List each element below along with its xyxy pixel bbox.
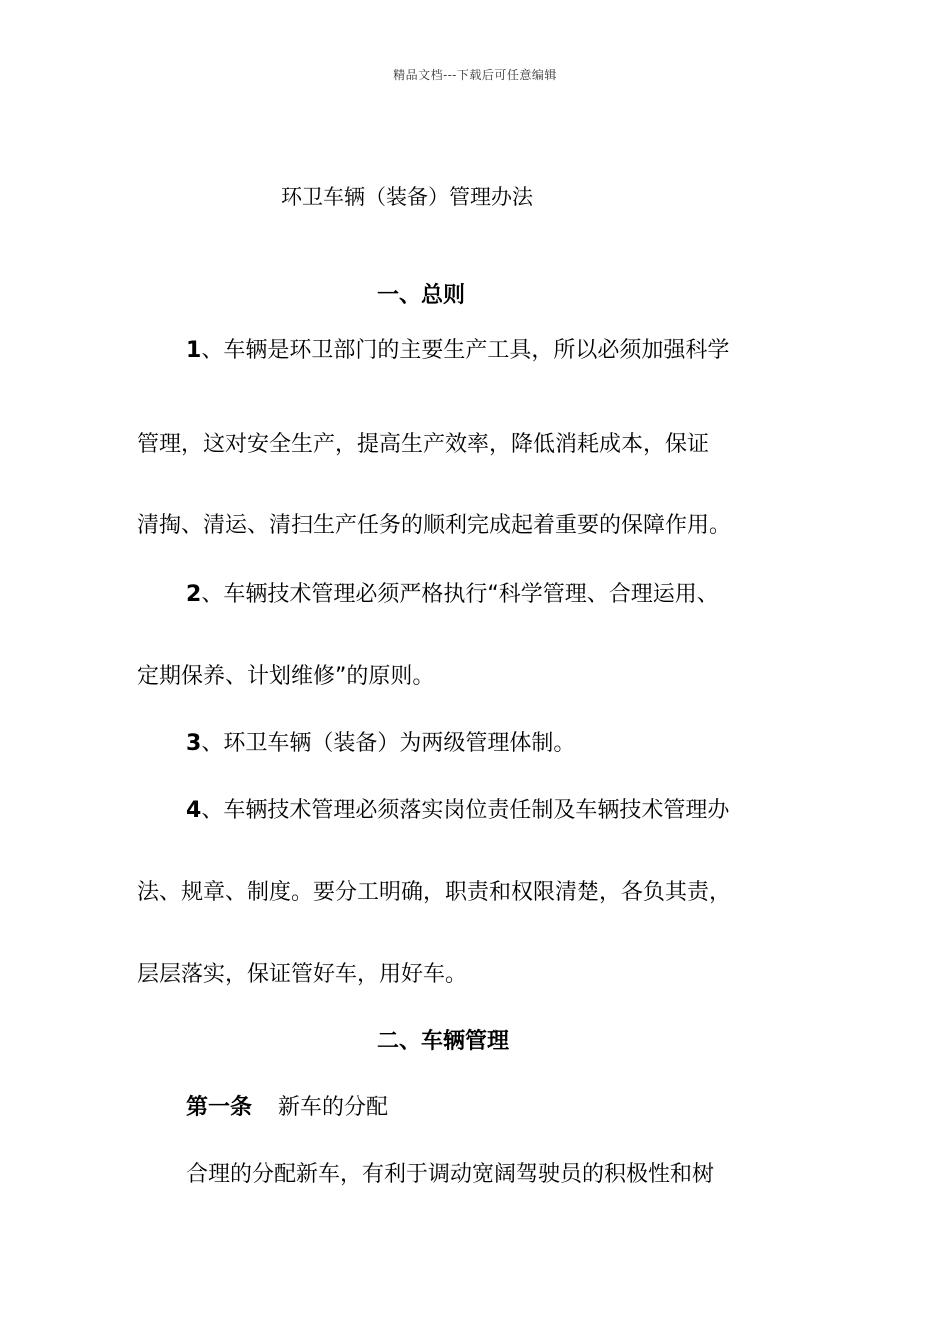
article-1-line-1: 合理的分配新车，有利于调动宽阔驾驶员的积极性和树 xyxy=(186,1162,715,1187)
paragraph-2-text: 、车辆技术管理必须严格执行“科学管理、合理运用、 xyxy=(201,582,719,607)
page-header-watermark: 精品文档---下载后可任意编辑 xyxy=(393,68,557,82)
paragraph-2-number: 2 xyxy=(186,582,202,607)
paragraph-3-line-1 xyxy=(186,729,575,759)
article-1-label: 第一条 xyxy=(186,1095,253,1120)
paragraph-4-line-1 xyxy=(186,796,729,826)
paragraph-1-line-3: 清掏、清运、清扫生产任务的顺利完成起着重要的保障作用。 xyxy=(137,513,732,538)
section-heading-vehicle-management: 二、车辆管理 xyxy=(377,1029,510,1054)
paragraph-1-line-2: 管理，这对安全生产，提高生产效率，降低消耗成本，保证 xyxy=(137,432,710,457)
paragraph-3-text: 、环卫车辆（装备）为两级管理体制。 xyxy=(201,731,576,756)
article-1-heading xyxy=(186,1093,388,1123)
paragraph-4-text: 、车辆技术管理必须落实岗位责任制及车辆技术管理办 xyxy=(201,798,730,823)
paragraph-4-line-2: 法、规章、制度。要分工明确，职责和权限清楚，各负其责， xyxy=(137,880,732,905)
paragraph-4-number: 4 xyxy=(186,798,202,823)
paragraph-1-number: 1 xyxy=(186,338,202,363)
section-heading-general: 一、总则 xyxy=(377,283,466,308)
paragraph-1-line-1 xyxy=(186,336,729,366)
paragraph-3-number: 3 xyxy=(186,731,202,756)
document-title: 环卫车辆（装备）管理办法 xyxy=(281,185,533,209)
paragraph-2-line-1 xyxy=(186,580,719,610)
article-1-title: 新车的分配 xyxy=(278,1095,389,1120)
paragraph-1-text: 、车辆是环卫部门的主要生产工具，所以必须加强科学 xyxy=(201,338,730,363)
paragraph-4-line-3: 层层落实，保证管好车，用好车。 xyxy=(137,962,468,987)
paragraph-2-line-2: 定期保养、计划维修”的原则。 xyxy=(137,664,435,689)
